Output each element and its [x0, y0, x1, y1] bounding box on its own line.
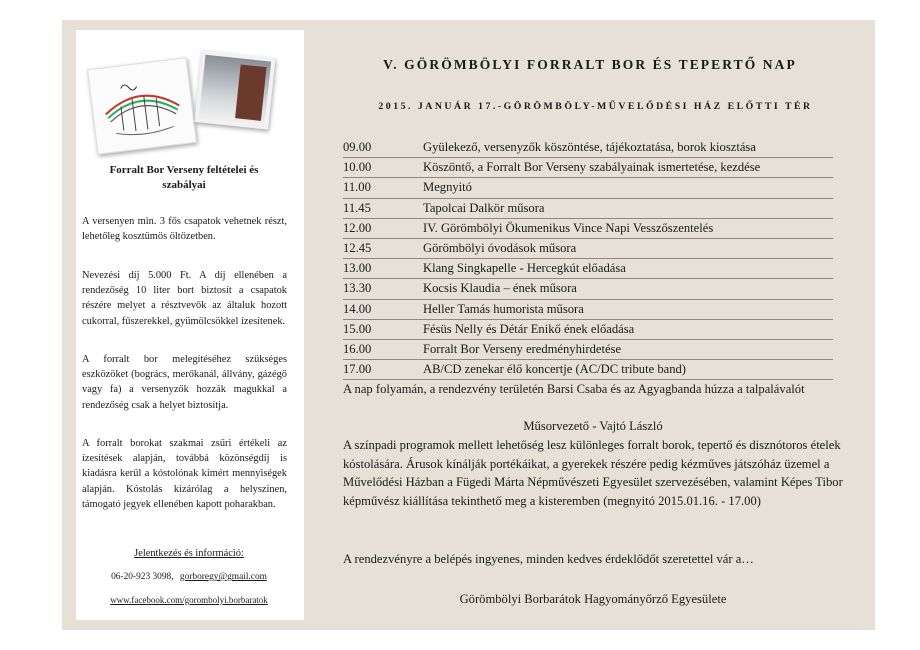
- schedule-row: [343, 320, 833, 340]
- schedule-row: [343, 360, 833, 380]
- schedule-item: Heller Tamás humorista műsora: [423, 301, 584, 316]
- organizer-signature: Görömbölyi Borbarátok Hagyományőrző Egyesülete: [459, 592, 727, 606]
- schedule-time: 11.00: [343, 180, 371, 195]
- schedule-item: Görömbölyi óvodások műsora: [423, 240, 577, 255]
- program-schedule: [343, 138, 833, 380]
- rules-title: Forralt Bor Verseny feltételei és szabályai: [109, 164, 259, 191]
- schedule-time: 13.00: [343, 261, 372, 276]
- schedule-row: [343, 178, 833, 198]
- logo-photo: [87, 57, 197, 155]
- event-date-location: 2015. JANUÁR 17.-GÖRÖMBÖLY-MŰVELŐDÉSI HÁZ ELŐTTI TÉR: [378, 101, 813, 112]
- schedule-row: [343, 158, 833, 178]
- music-paragraph: A nap folyamán, a rendezvény területén Barsi Csaba és az Agyagbanda húzza a talpalávalót: [343, 382, 805, 396]
- schedule-item: Tapolcai Dalkör műsora: [423, 200, 545, 215]
- host-line: Műsorvezető - Vajtó László: [523, 419, 663, 433]
- schedule-time: 14.00: [343, 301, 372, 316]
- schedule-row: [343, 259, 833, 279]
- schedule-time: 12.45: [343, 240, 372, 255]
- schedule-row: [343, 239, 833, 259]
- phone-number: 06-20-923 3098,: [111, 572, 174, 582]
- schedule-row: [343, 340, 833, 360]
- schedule-row: [343, 219, 833, 239]
- schedule-row: [343, 199, 833, 219]
- schedule-item: Forralt Bor Verseny eredményhirdetése: [423, 341, 622, 356]
- schedule-item: Klang Singkapelle - Hercegkút előadása: [423, 261, 626, 276]
- contact-line: [84, 572, 294, 582]
- schedule-row: [343, 138, 833, 158]
- facebook-link[interactable]: www.facebook.com/gorombolyi.borbaratok: [110, 595, 268, 605]
- schedule-time: 09.00: [343, 140, 372, 154]
- page-title: V. GÖRÖMBÖLYI FORRALT BOR ÉS TEPERTŐ NAP: [383, 57, 797, 72]
- schedule-time: 12.00: [343, 220, 372, 235]
- rule-paragraph: A forralt borokat szakmai zsűri értékeli az ízesítések alapján, továbbá közönségdíj is kiadásra kerül a kóstolónak kimért mennyiségek alapján. Kóstolás kizárólag a helyszínen, támogató jegyek ellenében kapott poharakban.: [82, 438, 287, 510]
- rule-paragraph: Nevezési díj 5.000 Ft. A díj ellenében a rendezőség 10 liter bort biztosít a csapatok részére melyet a résztvevők az általuk hozott cukorral, fűszerekkel, gyümölcsökkel ízesítenek.: [82, 270, 287, 327]
- schedule-item: Megnyitó: [423, 180, 472, 195]
- schedule-time: 17.00: [343, 362, 372, 377]
- schedule-item: Kocsis Klaudia – ének műsora: [423, 281, 577, 296]
- contact-heading: Jelentkezés és információ:: [134, 548, 244, 559]
- schedule-row: [343, 300, 833, 320]
- entry-paragraph: A rendezvényre a belépés ingyenes, minden kedves érdeklődőt szeretettel vár a…: [343, 552, 754, 566]
- schedule-item: Fésüs Nelly és Détár Enikő ének előadása: [423, 321, 635, 336]
- schedule-time: 13.30: [343, 281, 372, 296]
- rule-paragraph: A versenyen min. 3 fős csapatok vehetnek részt, lehetőleg kosztümös öltözetben.: [82, 216, 287, 243]
- programs-paragraph: A színpadi programok mellett lehetőség lesz különleges forralt borok, tepertő és disznótoros ételek kóstolására. Árusok kínálják portékáikat, a gyerekek részére pedig kézműves játszóház üzemel a Művelődési Házban a Fügedi Márta Népművészeti Egyesület szervezésében, valamint Képes Tibor képművész kiállítása tekinthető meg a kisteremben (megnyitó 2015.01.16. - 17.00): [343, 438, 843, 508]
- schedule-time: 15.00: [343, 321, 372, 336]
- schedule-time: 11.45: [343, 200, 371, 215]
- schedule-time: 16.00: [343, 341, 372, 356]
- schedule-row: [343, 279, 833, 299]
- winter-photo: [194, 50, 275, 129]
- wine-logo-sketch-icon: [88, 58, 196, 153]
- schedule-item: AB/CD zenekar élő koncertje (AC/DC tribute band): [423, 362, 686, 377]
- schedule-item: Gyülekező, versenyzők köszöntése, tájékoztatása, borok kiosztása: [423, 140, 756, 154]
- schedule-item: IV. Görömbölyi Ökumenikus Vince Napi Vesszőszentelés: [423, 220, 714, 235]
- schedule-item: Köszöntő, a Forralt Bor Verseny szabályainak ismertetése, kezdése: [423, 160, 761, 175]
- email-link[interactable]: gorboregy@gmail.com: [179, 572, 267, 582]
- rule-paragraph: A forralt bor melegítéséhez szükséges eszközöket (bogrács, merőkanál, állvány, gázégő vagy fa) a versenyzők hozzák magukkal a rendezőség csak a helyet biztosítja.: [82, 354, 287, 411]
- schedule-time: 10.00: [343, 160, 372, 175]
